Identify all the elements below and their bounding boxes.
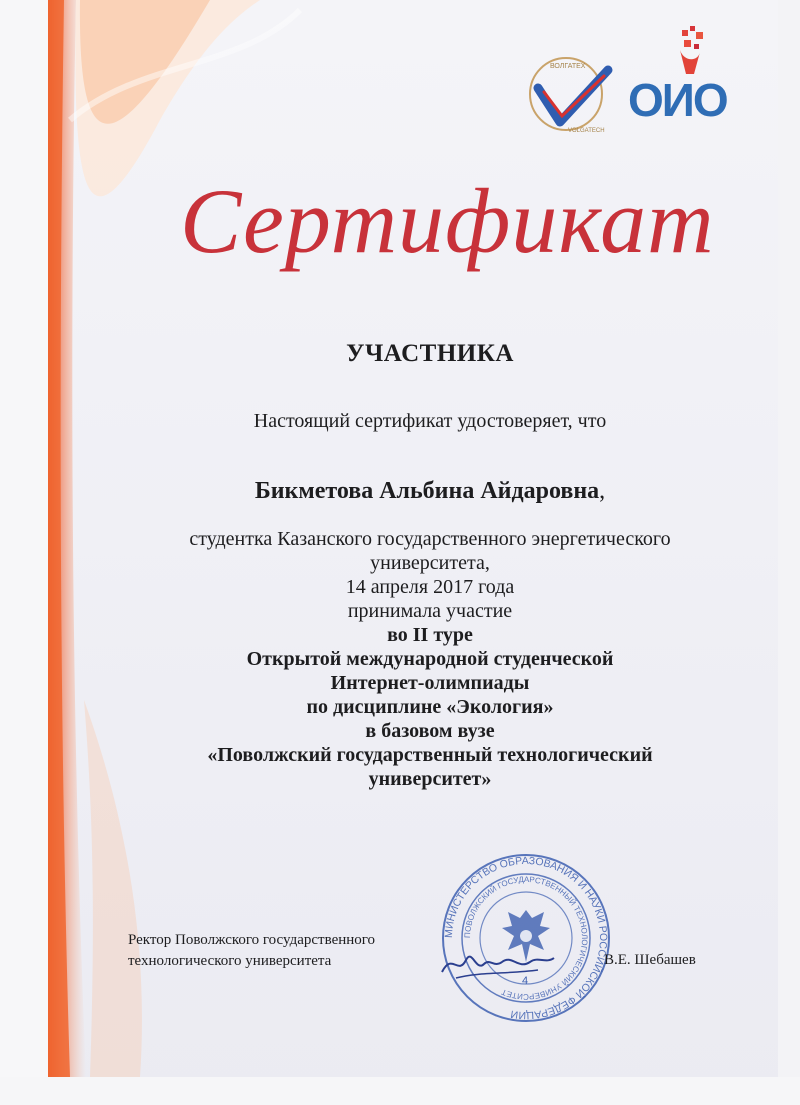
event-line: в базовом вузе	[365, 720, 495, 742]
body-line: принимала участие	[347, 600, 513, 622]
certificate-body	[80, 527, 780, 791]
recipient-comma: ,	[599, 478, 606, 504]
event-line: по дисциплине «Экология»	[306, 696, 554, 718]
olympiad-logo	[624, 22, 750, 131]
signatory-name: В.Е. Шебашев	[604, 952, 696, 968]
recipient-name: Бикметова Альбина Айдаровна	[254, 478, 600, 504]
body-line: студентка Казанского государственного энергетического	[189, 528, 671, 550]
stamp-outer-text: МИНИСТЕРСТВО ОБРАЗОВАНИЯ И НАУКИ РОССИЙСКОЙ ФЕДЕРАЦИИ	[442, 854, 610, 1022]
stamp-mark: 4	[522, 975, 529, 987]
certificate-title-text: Сертификат	[180, 170, 715, 272]
olympiad-logo-text: ОИО	[628, 74, 727, 126]
event-line: университет»	[368, 768, 492, 790]
body-line: 14 апреля 2017 года	[345, 576, 515, 598]
intro-text: Настоящий сертификат удостоверяет, что	[253, 410, 607, 432]
recipient-name-line	[80, 478, 780, 505]
volgatech-logo	[524, 52, 620, 141]
stamp-inner-text: ПОВОЛЖСКИЙ ГОСУДАРСТВЕННЫЙ ТЕХНОЛОГИЧЕСКИЙ УНИВЕРСИТЕТ	[462, 874, 590, 1002]
signature-icon	[438, 942, 558, 986]
signatory-title-line: Ректор Поволжского государственного	[128, 932, 376, 948]
certificate-type-heading: УЧАСТНИКА	[346, 340, 514, 367]
official-stamp	[440, 852, 612, 1024]
certificate-title	[170, 160, 730, 280]
event-line: «Поволжский государственный технологический	[207, 744, 653, 766]
volgatech-bottom-text: VOLGATECH	[568, 128, 605, 134]
event-line: Открытой международной студенческой	[246, 648, 614, 670]
bottom-margin	[0, 1077, 800, 1105]
volgatech-top-text: ВОЛГАТЕХ	[550, 63, 586, 70]
event-line: во II туре	[387, 624, 473, 646]
event-line: Интернет-олимпиады	[330, 672, 530, 694]
signatory-title	[128, 930, 375, 972]
signatory-title-line: технологического университета	[128, 953, 332, 969]
body-line: университета,	[370, 552, 490, 574]
